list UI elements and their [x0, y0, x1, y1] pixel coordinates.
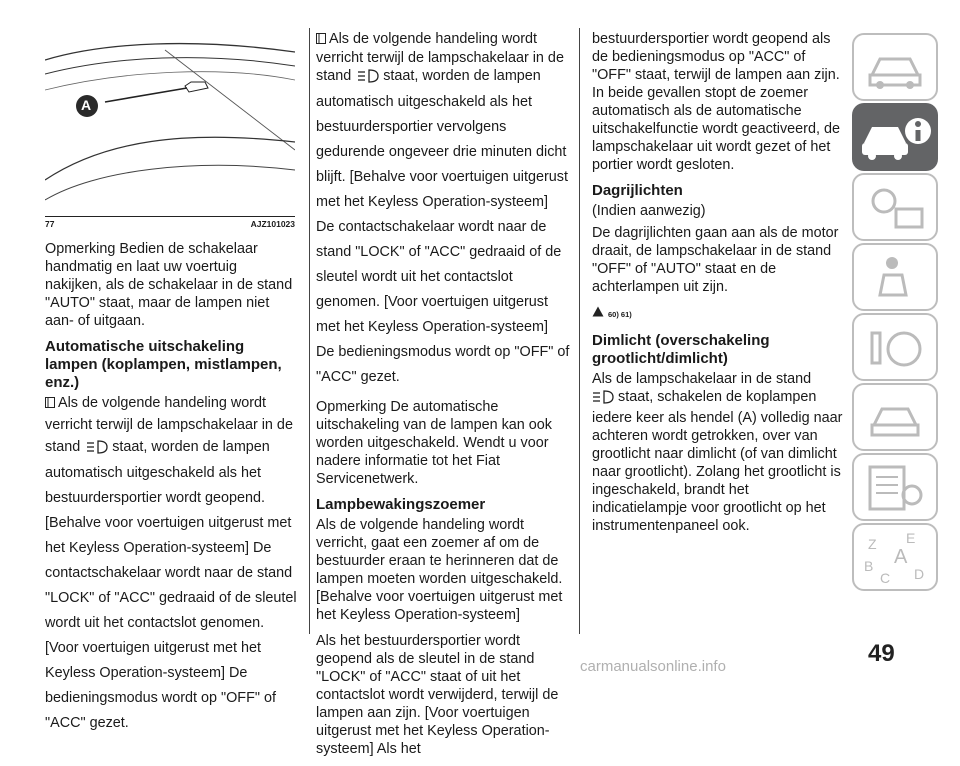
car-info-icon: [852, 103, 938, 171]
beam-line1: Als de lampschakelaar in de stand: [592, 371, 812, 387]
car-dashboard-icon: [854, 35, 936, 99]
nav-tab-safety[interactable]: [852, 243, 938, 311]
figure-number: 77: [45, 219, 55, 229]
warning-lights-icon: [854, 175, 936, 239]
svg-text:A: A: [894, 546, 908, 568]
delayed-off-line2: verricht terwijl de lampschakelaar in de: [316, 50, 564, 66]
headlamp-icon: [86, 440, 108, 459]
drl-availability: (Indien aanwezig): [592, 203, 706, 219]
delayed-off-line3-post: staat, worden de lampen: [383, 68, 541, 84]
beam-line2: staat, schakelen de koplampen: [618, 389, 817, 405]
column-3: [592, 30, 844, 535]
heading-beam-switch: Dimlicht (overschakeling grootlicht/dimlicht): [592, 332, 770, 367]
figure-caption: [45, 216, 295, 229]
column-1: [45, 240, 297, 736]
drl-paragraph: De dagrijlichten gaan aan als de motor draait, de lampschakelaar in de stand "OFF" of "AUTO" staat en de achterlampen uit zijn.: [592, 225, 839, 295]
headlamp-icon: [357, 69, 379, 88]
auto-off-rest: automatisch uitgeschakeld als het bestuurdersportier wordt geopend. [Behalve voor voertuigen uitgerust met het Keyless Operation-systeem] De contactschakelaar wordt naar de stand "LOCK" of "ACC" gedraaid of de sleutel wordt uit het contactslot genomen. [Voor voertuigen uitgerust met het Keyless Operation-systeem] De bedieningsmodus wordt op "OFF" of "ACC" gezet.: [45, 465, 297, 731]
alphabetical-index-icon: [854, 525, 936, 589]
delayed-off-line1: Als de volgende handeling wordt: [329, 31, 538, 47]
figure-code: AJZ101023: [250, 219, 295, 229]
warning-ref-numbers: 60) 61): [608, 310, 632, 319]
delayed-off-line3-pre: stand: [316, 68, 352, 84]
note-lamp-switch: Opmerking Bedien de schakelaar handmatig en laat uw voertuig nakijken, als de schakelaar in de stand "AUTO" staat, maar de lampen niet aan- of uitgaan.: [45, 241, 293, 329]
nav-tab-dashboard[interactable]: [852, 33, 938, 101]
note-auto-off-disable: Opmerking De automatische uitschakeling van de lampen kan ook worden uitgeschakeld. Wendt u voor nadere informatie tot het Fiat Servicenetwerk.: [316, 399, 552, 487]
nav-tab-warning-lights[interactable]: [852, 173, 938, 241]
dashboard-figure: [45, 30, 295, 216]
maintenance-checklist-icon: [854, 455, 936, 519]
column-divider-1: [309, 28, 310, 634]
airbag-safety-icon: [854, 245, 936, 309]
windshield-illustration: [45, 30, 295, 216]
heading-drl: Dagrijlichten: [592, 182, 683, 199]
headlamp-icon: [592, 390, 614, 409]
column-divider-2: [579, 28, 580, 634]
column-2: [316, 30, 570, 766]
nav-tab-car-info[interactable]: [852, 103, 938, 171]
svg-text:C: C: [880, 570, 891, 586]
auto-off-line3-post: staat, worden de lampen: [112, 439, 270, 455]
auto-off-text: [45, 394, 297, 736]
page-number: 49: [868, 640, 895, 667]
svg-text:E: E: [906, 530, 916, 546]
svg-text:Z: Z: [868, 536, 877, 552]
delayed-off-text: [316, 30, 570, 390]
drl-warning-refs: [592, 304, 844, 324]
buzzer-paragraph-1: Als de volgende handeling wordt verricht, gaat een zoemer af om de bestuurder eraan te herinneren dat de lampen moeten worden uitgeschakeld. [Behalve voor voertuigen uitgerust met het Keyless Operation-systeem]: [316, 517, 563, 623]
watermark: carmanualsonline.info: [580, 658, 726, 675]
breakdown-car-icon: [854, 385, 936, 449]
beam-switch-text: [592, 370, 844, 535]
warning-triangle-icon: [592, 306, 604, 317]
heading-lamp-buzzer: Lampbewakingszoemer: [316, 496, 486, 513]
delayed-off-rest: automatisch uitgeschakeld als het bestuurdersportier vervolgens gedurende ongeveer drie minuten dicht blijft. [Behalve voor voertuigen uitgerust met het Keyless Operation-systeem] De contactschakelaar wordt naar de stand "LOCK" of "ACC" gedraaid of de sleutel wordt uit het contactslot genomen. [Voor voertuigen uitgerust met het Keyless Operation-systeem] De bedieningsmodus wordt op "OFF" of "ACC" gezet.: [316, 94, 570, 385]
nav-tab-starting-driving[interactable]: [852, 313, 938, 381]
nav-tab-index[interactable]: [852, 523, 938, 591]
buzzer-paragraph-2: Als het bestuurdersportier wordt geopend als de sleutel in de stand "LOCK" of "ACC" staat of uit het contactslot wordt verwijderd, terwijl de lampen aan zijn. [Voor voertuigen uitgerust met het Keyless Operation-systeem] Als het: [316, 633, 559, 757]
book-icon: [45, 395, 55, 413]
callout-a-label: A: [81, 97, 92, 113]
nav-tab-maintenance[interactable]: [852, 453, 938, 521]
buzzer-paragraph-continued: bestuurdersportier wordt geopend als de bedieningsmodus op "ACC" of "OFF" staat, terwijl de lampen aan zijn. In beide gevallen stopt de zoemer automatisch als de automatische uitschakelfunctie wordt geactiveerd, de lampschakelaar uit wordt gezet of het portier wordt gesloten.: [592, 31, 840, 173]
svg-text:D: D: [914, 566, 925, 582]
book-icon: [316, 31, 326, 49]
auto-off-line1: Als de volgende handeling wordt: [58, 395, 267, 411]
svg-text:B: B: [864, 558, 874, 574]
auto-off-line2: verricht terwijl de lampschakelaar in de: [45, 417, 293, 433]
auto-off-line3-pre: stand: [45, 439, 81, 455]
nav-tab-breakdown[interactable]: [852, 383, 938, 451]
heading-auto-off: Automatische uitschakeling lampen (koplampen, mistlampen, enz.): [45, 338, 282, 391]
beam-rest: iedere keer als hendel (A) volledig naar achteren wordt getrokken, over van grootlicht naar dimlicht (of van dimlicht naar grootlicht). Zolang het grootlicht is ingeschakeld, brandt het indicatielampje voor grootlicht op het instrumentenpaneel ook.: [592, 410, 843, 534]
starting-driving-icon: [854, 315, 936, 379]
